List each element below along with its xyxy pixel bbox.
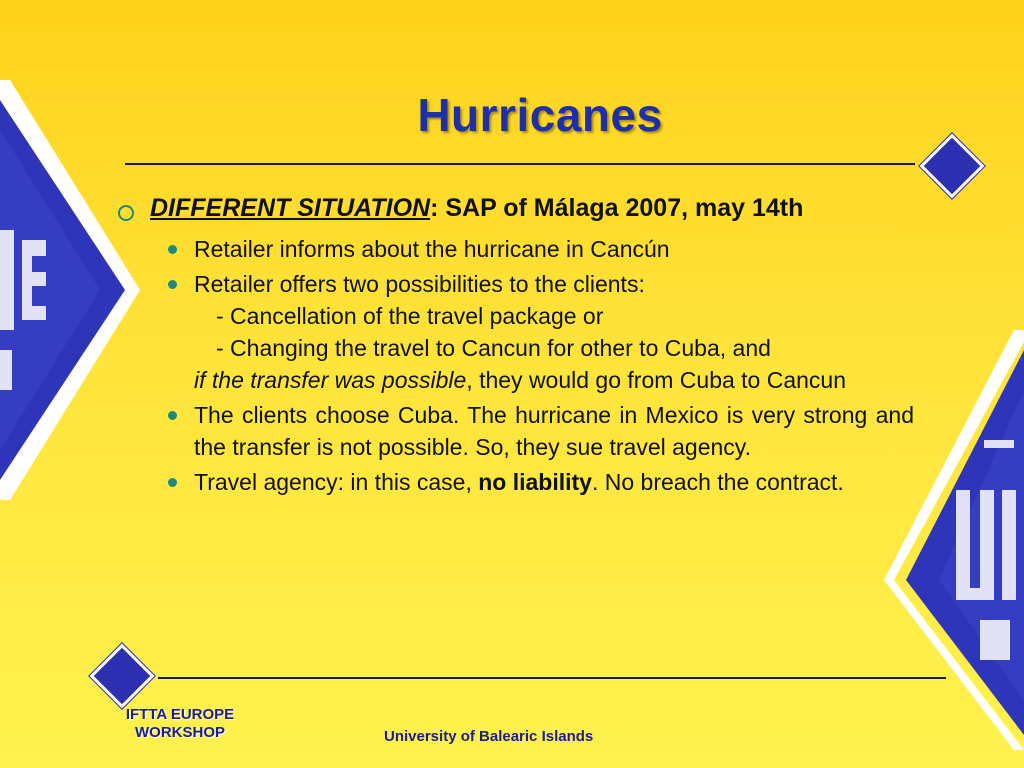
bullet-subline: - Changing the travel to Cancun for other to Cuba, and [216, 335, 771, 361]
bullet-dot-icon [168, 245, 177, 254]
bullet-subline: - Cancellation of the travel package or [216, 303, 604, 329]
list-item [108, 466, 914, 498]
bullet-text-pre: Travel agency: in this case, [194, 469, 479, 495]
bullet-text-continued: , they would go from Cuba to Cancun [466, 367, 847, 393]
footer-line-2: WORKSHOP [135, 724, 225, 741]
main-point-rest: : SAP of Málaga 2007, may 14th [430, 194, 804, 222]
bullet-dot-icon [168, 411, 177, 420]
footer-workshop [100, 706, 260, 742]
bullet-bold-text: no liability [478, 469, 592, 495]
bullet-dot-icon [168, 280, 177, 289]
bullet-text: Retailer informs about the hurricane in Cancún [194, 236, 670, 262]
slide-title: Hurricanes [417, 89, 663, 141]
top-divider [125, 163, 915, 165]
bullet-dot-icon [168, 478, 177, 487]
bottom-left-diamond [94, 648, 151, 705]
bullet-text: The clients choose Cuba. The hurricane in Mexico is very strong and the transfer is not possible. So, they sue travel agency. [194, 402, 914, 460]
bottom-divider [158, 677, 946, 679]
bullet-list [108, 233, 914, 498]
slide-content [108, 192, 914, 501]
main-point-lead: DIFFERENT SITUATION [150, 194, 431, 222]
main-point [108, 192, 914, 225]
hollow-bullet-icon [118, 205, 134, 221]
list-item [108, 233, 914, 265]
bullet-text-post: . No breach the contract. [591, 469, 844, 495]
top-right-diamond [924, 138, 981, 195]
bullet-italic-text: if the transfer was possible [194, 367, 467, 393]
bullet-text: Retailer offers two possibilities to the clients: [194, 271, 645, 297]
list-item [108, 268, 914, 396]
footer-line-1: IFTTA EUROPE [125, 706, 235, 723]
list-item [108, 399, 914, 463]
footer-university: University of Balearic Islands [384, 728, 594, 745]
